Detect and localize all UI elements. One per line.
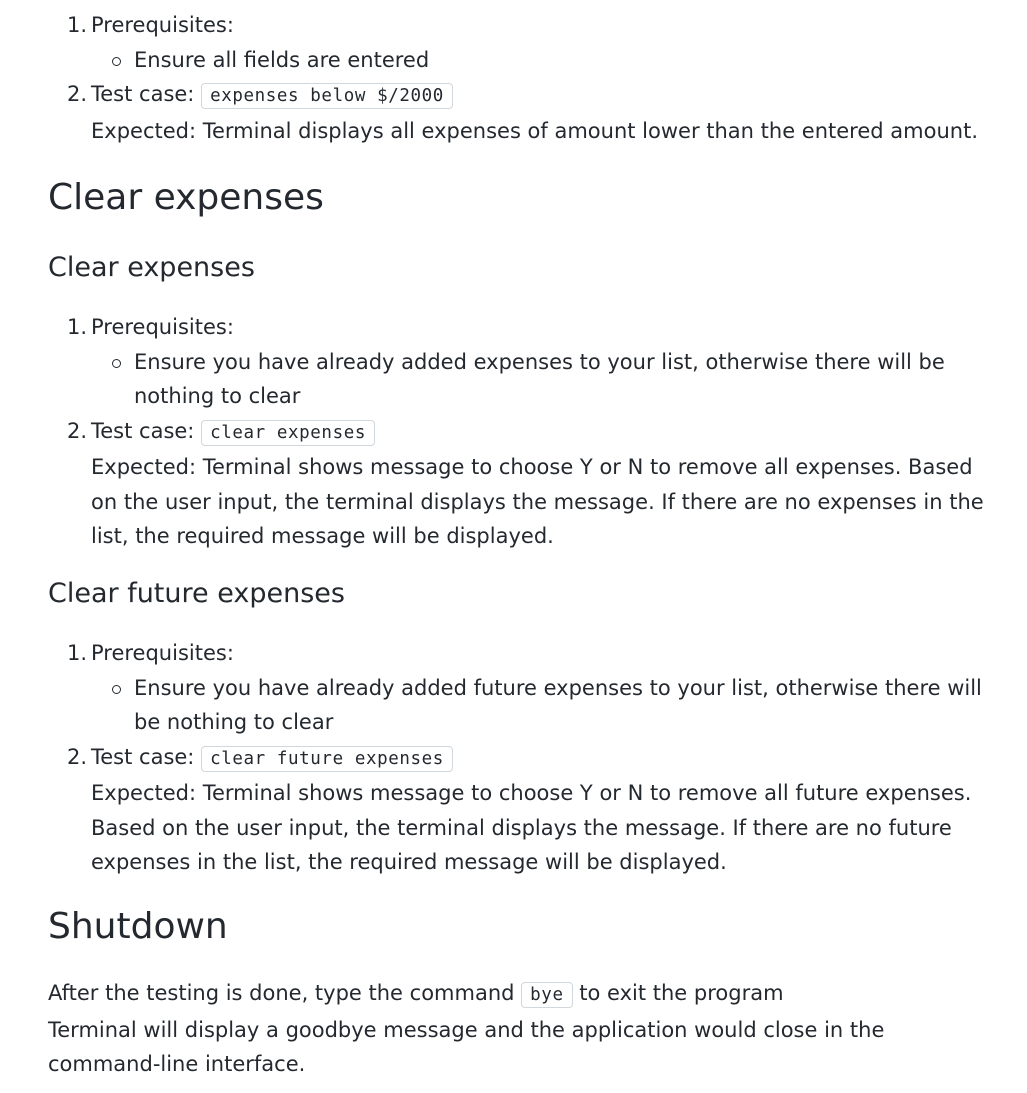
shutdown-line-1: After the testing is done, type the command bye to exit the program <box>48 976 993 1013</box>
list-item: 2. Test case: clear expenses Expected: Terminal shows message to choose Y or N to remove all expenses. Based on the user input, the terminal displays the message. If there are no expenses in the list, the required message will be displayed. <box>91 414 993 554</box>
bullet-item: Ensure you have already added expenses to your list, otherwise there will be nothing to clear <box>134 345 993 414</box>
list-item: 2. Test case: expenses below $/2000 Expected: Terminal displays all expenses of amount lower than the entered amount. <box>91 77 993 148</box>
highlight-mark: . <box>720 850 727 874</box>
highlight-mark: . <box>971 118 978 143</box>
shutdown-line-2: Terminal will display a goodbye message and the application would close in the command-line interface. <box>48 1017 885 1076</box>
highlight-mark: . <box>964 781 972 805</box>
inline-code: clear future expenses <box>201 746 453 772</box>
highlight-mark: . <box>648 489 655 514</box>
top-section <box>48 8 993 148</box>
expected-text: Expected: Terminal shows message to choose Y or N to remove all expenses. Based on the user input, the terminal displays the message. If there are no expenses in the list, the required message will be displayed. <box>91 455 984 548</box>
expected-text: Expected: Terminal displays all expenses of amount lower than the entered amount. <box>91 118 978 143</box>
list-item: 1. Prerequisites: Ensure you have already added future expenses to your list, otherwise there will be nothing to clear <box>91 636 993 740</box>
bullet-list <box>91 43 993 78</box>
bullet-list <box>91 671 993 740</box>
subheading-clear-expenses: Clear expenses <box>48 252 255 283</box>
highlight-mark: . <box>547 524 554 548</box>
list-item: 1. Prerequisites: Ensure all fields are entered <box>91 8 993 77</box>
shutdown-section <box>48 976 993 1082</box>
inline-code: clear expenses <box>201 420 375 446</box>
clear-expenses-section <box>48 310 993 554</box>
bullet-item: Ensure you have already added future expenses to your list, otherwise there will be nothing to clear <box>134 671 993 740</box>
bullet-item: Ensure all fields are entered <box>134 43 993 78</box>
step-list <box>48 636 993 880</box>
bullet-list <box>91 345 993 414</box>
list-item: 1. Prerequisites: Ensure you have already added expenses to your list, otherwise there will be nothing to clear <box>91 310 993 414</box>
step-list <box>48 310 993 554</box>
expected-text: Expected: Terminal shows message to choose Y or N to remove all future expenses. Based on the user input, the terminal displays the message. If there are no future expenses in the list, the required message will be displayed. <box>91 781 972 874</box>
inline-code: expenses below $/2000 <box>201 83 453 109</box>
inline-code: bye <box>521 982 572 1008</box>
subheading-clear-future-expenses: Clear future expenses <box>48 578 345 609</box>
list-item: 2. Test case: clear future expenses Expected: Terminal shows message to choose Y or N to remove all future expenses. Based on the user input, the terminal displays the message. If there are no future expenses in the list, the required message will be displayed. <box>91 740 993 880</box>
step-list <box>48 8 993 148</box>
clear-future-section <box>48 636 993 880</box>
highlight-mark: . <box>298 1052 306 1076</box>
heading-clear-expenses: Clear expenses <box>48 177 324 218</box>
heading-shutdown: Shutdown <box>48 906 228 947</box>
